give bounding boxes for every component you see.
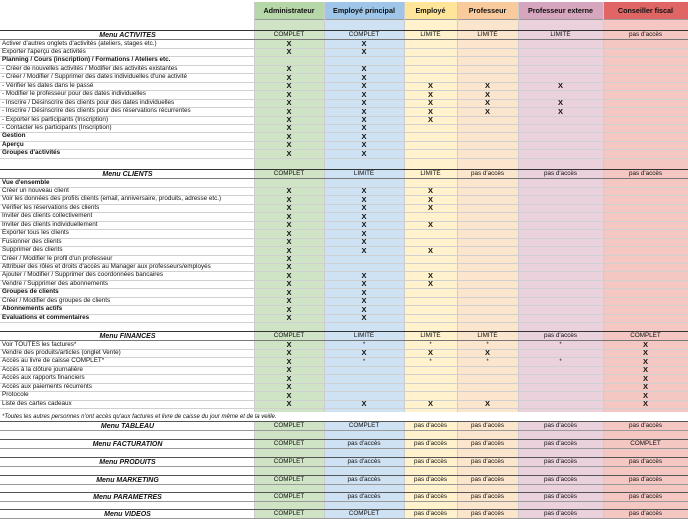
permission-mark: X <box>484 98 490 108</box>
permission-mark: X <box>286 98 292 108</box>
permission-label: Accès à la clôture journalière <box>2 365 83 373</box>
menu-access-level: pas d'accès <box>413 458 448 466</box>
row-divider <box>0 501 688 502</box>
footnote: *Toutes les autres personnes n'ont accès qu'aux factures et livre de caisse du jour même et de la veille. <box>1 412 688 421</box>
permission-mark: X <box>361 98 367 108</box>
row-divider <box>0 466 688 467</box>
permission-mark: X <box>427 81 433 91</box>
permission-mark: X <box>642 340 648 349</box>
menu-access-level: pas d'accès <box>543 510 578 518</box>
permission-label: Activer d'autres onglets d'activités (ateliers, stages etc.) <box>2 39 157 47</box>
menu-access-level: COMPLET <box>273 510 305 518</box>
menu-access-level: pas d'accès <box>470 458 505 466</box>
permission-mark: X <box>286 107 292 116</box>
permission-label: - Inscrire / Désinscrire des clients pour des dates individuelles <box>2 98 175 106</box>
permission-mark: X <box>286 374 292 383</box>
permission-mark: X <box>642 382 648 392</box>
permission-mark: X <box>484 81 490 91</box>
permission-label: Inviter des clients individuellement <box>2 220 98 228</box>
permission-mark: X <box>286 229 292 238</box>
permission-mark: X <box>286 47 292 57</box>
section-access-level: COMPLET <box>348 31 380 39</box>
permission-mark: X <box>361 64 367 74</box>
permission-mark: X <box>286 246 292 255</box>
permission-label: Gestion <box>2 132 26 140</box>
menu-access-level: COMPLET <box>273 493 305 501</box>
permission-mark: X <box>427 220 433 230</box>
permission-mark: X <box>361 39 367 48</box>
permission-label: Evaluations et commentaires <box>2 313 90 321</box>
permission-mark: X <box>557 107 563 116</box>
section-access-level: LIMITÉ <box>420 332 441 340</box>
permission-mark: X <box>286 123 292 133</box>
permission-label: Accès aux rapports financiers <box>2 374 85 382</box>
menu-access-level: COMPLET <box>630 440 661 448</box>
permission-mark: X <box>484 399 490 409</box>
permission-label: Vendre des produits/articles (onglet Vente) <box>2 348 121 356</box>
permission-label: Supprimer des clients <box>2 246 63 254</box>
permission-label: Créer un nouveau client <box>2 186 69 194</box>
permission-mark: X <box>484 348 490 358</box>
permission-mark: X <box>361 305 367 314</box>
permission-label: Voir les données des profils clients (email, anniversaire, produits, adresse etc.) <box>2 195 222 203</box>
permission-mark: X <box>361 195 367 204</box>
section-access-level: COMPLET <box>273 332 305 340</box>
menu-access-level: COMPLET <box>348 422 380 430</box>
menu-access-level: COMPLET <box>273 440 305 448</box>
permission-mark: X <box>286 305 292 314</box>
menu-access-level: pas d'accès <box>470 510 505 518</box>
permission-mark: X <box>286 220 292 230</box>
permission-mark: X <box>427 186 433 196</box>
permission-mark: X <box>361 220 367 230</box>
menu-access-level: pas d'accès <box>628 493 663 501</box>
menu-access-level: pas d'accès <box>470 476 505 484</box>
menu-access-level: pas d'accès <box>543 458 578 466</box>
permission-mark: X <box>361 186 367 196</box>
permission-mark: X <box>427 271 433 280</box>
permission-mark: X <box>286 254 292 263</box>
permission-label: Créer / Modifier des groupes de clients <box>2 296 111 304</box>
permission-label: Voir TOUTES les factures* <box>2 340 77 348</box>
permission-mark: X <box>286 348 292 358</box>
section-access-level: LIMITÉ <box>420 170 441 178</box>
permission-mark: X <box>642 365 648 375</box>
menu-access-level: pas d'accès <box>628 422 663 430</box>
permission-mark: * <box>429 341 432 348</box>
permission-mark: X <box>361 140 367 150</box>
permission-mark: * <box>362 341 366 348</box>
permission-label: Liste des cartes cadeaux <box>2 399 72 407</box>
permission-mark: X <box>642 399 648 409</box>
permission-mark: X <box>642 348 648 358</box>
menu-access-level: pas d'accès <box>543 422 578 430</box>
permission-mark: X <box>427 246 433 255</box>
permission-mark: X <box>286 357 292 366</box>
row-divider <box>0 158 688 159</box>
permission-label: Aperçu <box>2 140 24 148</box>
permission-mark: X <box>286 313 292 323</box>
menu-access-level: pas d'accès <box>413 422 448 430</box>
permission-mark: X <box>286 340 292 349</box>
permission-mark: X <box>286 39 292 48</box>
permission-mark: X <box>427 279 433 289</box>
permission-mark: X <box>286 140 292 150</box>
section-access-level: pas d'accès <box>543 170 578 178</box>
section-access-level: LIMITÉ <box>353 170 375 178</box>
permission-mark: X <box>361 237 367 247</box>
permission-mark: X <box>286 132 292 141</box>
column-header-3: Professeur <box>457 2 518 20</box>
permission-mark: X <box>361 288 367 297</box>
permission-mark: X <box>361 149 367 158</box>
permission-label: Planning / Cours (inscription) / Formations / Ateliers etc. <box>2 56 171 64</box>
section-access-level: pas d'accès <box>628 31 663 39</box>
permission-label: Vendre / Supprimer des abonnements <box>2 279 109 287</box>
permission-mark: X <box>361 90 367 99</box>
permission-mark: X <box>361 271 367 280</box>
permission-label: Groupes d'activités <box>2 149 61 157</box>
permission-label: Accès au livre de caisse COMPLET* <box>2 357 105 365</box>
permission-mark: X <box>484 90 490 99</box>
section-access-level: pas d'accès <box>543 332 578 340</box>
permission-mark: X <box>484 107 490 116</box>
permission-mark: X <box>286 296 292 306</box>
permission-label: - Créer de nouvelles activités / Modifier des activités existantes <box>2 64 178 72</box>
menu-access-level: pas d'accès <box>628 510 663 518</box>
permission-label: Exporter l'aperçu des activités <box>2 47 86 55</box>
column-header-4: Professeur externe <box>518 2 603 20</box>
permission-mark: X <box>286 149 292 158</box>
menu-access-level: pas d'accès <box>470 493 505 501</box>
permission-mark: X <box>361 229 367 238</box>
permission-label: - Créer / Modifier / Supprimer des dates individuelles d'une activité <box>2 73 187 81</box>
menu-access-level: COMPLET <box>273 422 305 430</box>
menu-access-level: pas d'accès <box>543 493 578 501</box>
permission-mark: X <box>361 123 367 133</box>
menu-access-level: pas d'accès <box>413 493 448 501</box>
permission-mark: X <box>361 73 367 82</box>
menu-access-level: COMPLET <box>348 510 380 518</box>
menu-title: Menu FACTURATION <box>1 440 254 448</box>
permission-mark: X <box>427 90 433 99</box>
row-divider <box>0 430 688 431</box>
column-header-1: Employé principal <box>324 2 404 20</box>
menu-access-level: pas d'accès <box>470 440 505 448</box>
menu-access-level: pas d'accès <box>628 458 663 466</box>
section-access-level: LIMITÉ <box>550 31 571 39</box>
permission-label: Vérifier les réservations des clients <box>2 203 100 211</box>
row-divider <box>0 322 688 323</box>
permission-mark: X <box>361 115 367 124</box>
permission-mark: X <box>286 81 292 91</box>
permission-mark: X <box>557 81 563 91</box>
menu-title: Menu PARAMETRES <box>1 493 254 501</box>
permission-label: Protocole <box>2 391 29 399</box>
menu-access-level: pas d'accès <box>413 510 448 518</box>
permission-mark: X <box>286 288 292 297</box>
permission-mark: X <box>361 203 367 213</box>
permission-mark: X <box>427 348 433 358</box>
permission-label: - Contacter les participants (Inscription) <box>2 124 112 131</box>
permission-mark: X <box>286 391 292 400</box>
permission-mark: X <box>361 296 367 306</box>
permission-mark: X <box>427 399 433 409</box>
permission-mark: X <box>286 73 292 82</box>
permission-mark: X <box>361 279 367 289</box>
section-access-level: LIMITÉ <box>477 31 498 39</box>
section-access-level: pas d'accès <box>470 170 505 178</box>
permission-mark: X <box>286 186 292 196</box>
permission-label: Accès aux paiements récurrents <box>2 382 92 390</box>
permission-mark: X <box>427 98 433 108</box>
permission-mark: * <box>362 358 366 365</box>
permission-mark: X <box>361 313 367 323</box>
menu-title: Menu MARKETING <box>1 476 254 484</box>
permission-mark: X <box>361 47 367 57</box>
section-access-level: pas d'accès <box>628 170 663 178</box>
menu-access-level: pas d'accès <box>347 476 381 484</box>
permission-mark: X <box>286 195 292 204</box>
permission-mark: X <box>642 374 648 383</box>
permission-mark: X <box>361 348 367 358</box>
menu-access-level: pas d'accès <box>347 493 381 501</box>
permission-mark: X <box>286 115 292 124</box>
permission-mark: X <box>361 107 367 116</box>
permission-label: Créer / Modifier le profil d'un professeur <box>2 254 113 262</box>
permission-mark: X <box>286 399 292 409</box>
section-access-level: LIMITÉ <box>477 332 498 340</box>
menu-access-level: pas d'accès <box>543 476 578 484</box>
permission-mark: X <box>427 115 433 124</box>
permission-mark: X <box>361 81 367 91</box>
permission-label: Fusionner des clients <box>2 237 62 245</box>
permission-mark: X <box>557 98 563 108</box>
menu-access-level: pas d'accès <box>470 422 505 430</box>
permission-mark: X <box>361 132 367 141</box>
permission-label: Groupes de clients <box>2 288 59 296</box>
section-access-level: LIMITÉ <box>353 332 375 340</box>
permission-mark: X <box>642 357 648 366</box>
permission-mark: X <box>286 90 292 99</box>
permission-mark: X <box>427 203 433 213</box>
section-access-level: COMPLET <box>273 170 305 178</box>
menu-access-level: pas d'accès <box>628 476 663 484</box>
menu-access-level: pas d'accès <box>347 458 381 466</box>
permission-label: Ajouter / Modifier / Supprimer des coordonnées bancaires <box>2 271 164 279</box>
menu-title: Menu TABLEAU <box>1 422 254 430</box>
permission-mark: * <box>559 341 562 348</box>
menu-access-level: pas d'accès <box>543 440 578 448</box>
menu-title: Menu VIDEOS <box>1 510 254 518</box>
menu-access-level: pas d'accès <box>413 476 448 484</box>
column-header-0: Administrateur <box>254 2 324 20</box>
permission-mark: X <box>427 107 433 116</box>
permission-label: - Exporter les participants (Inscription) <box>2 115 109 123</box>
menu-access-level: pas d'accès <box>347 440 381 448</box>
permission-mark: X <box>286 262 292 272</box>
row-divider <box>0 448 688 449</box>
column-header-5: Conseiller fiscal <box>603 2 688 20</box>
permission-mark: X <box>361 246 367 255</box>
permission-mark: * <box>486 341 489 348</box>
permission-mark: X <box>286 212 292 221</box>
permission-mark: X <box>286 382 292 392</box>
menu-access-level: COMPLET <box>273 458 305 466</box>
permission-label: - Vérifier les dates dans le passé <box>2 81 94 89</box>
permission-label: - Modifier le professeur pour des dates individuelles <box>2 90 146 98</box>
section-title: Menu FINANCES <box>1 332 254 340</box>
section-access-level: COMPLET <box>630 332 661 340</box>
permission-mark: X <box>286 237 292 247</box>
permission-mark: X <box>427 195 433 204</box>
permission-label: Attribuer des rôles et droits d'accès au Manager aux professeurs/employés <box>2 263 211 270</box>
permission-mark: X <box>361 212 367 221</box>
permission-label: Vue d'ensemble <box>2 178 50 186</box>
section-access-level: LIMITÉ <box>420 31 441 39</box>
permission-label: - Inscrire / Désinscrire des clients pour des réservations récurrentes <box>2 107 191 115</box>
menu-access-level: pas d'accès <box>413 440 448 448</box>
permission-label: Exporter tous les clients <box>2 229 69 237</box>
menu-title: Menu PRODUITS <box>1 458 254 466</box>
permission-mark: * <box>486 358 489 365</box>
section-access-level: COMPLET <box>273 31 305 39</box>
section-title: Menu CLIENTS <box>1 170 254 178</box>
section-title: Menu ACTIVITES <box>1 31 254 39</box>
permission-mark: X <box>286 365 292 375</box>
permission-label: Inviter des clients collectivement <box>2 212 93 220</box>
row-divider <box>0 484 688 485</box>
permission-mark: X <box>286 271 292 280</box>
permission-mark: * <box>429 358 432 365</box>
permission-label: Abonnements actifs <box>2 305 63 313</box>
permission-mark: X <box>286 279 292 289</box>
column-header-2: Employé <box>404 2 457 20</box>
menu-access-level: COMPLET <box>273 476 305 484</box>
permission-mark: X <box>286 203 292 213</box>
permission-mark: X <box>642 391 648 400</box>
permission-mark: X <box>361 399 367 409</box>
permission-mark: * <box>559 358 562 365</box>
row-divider <box>0 408 688 409</box>
permission-mark: X <box>286 64 292 74</box>
